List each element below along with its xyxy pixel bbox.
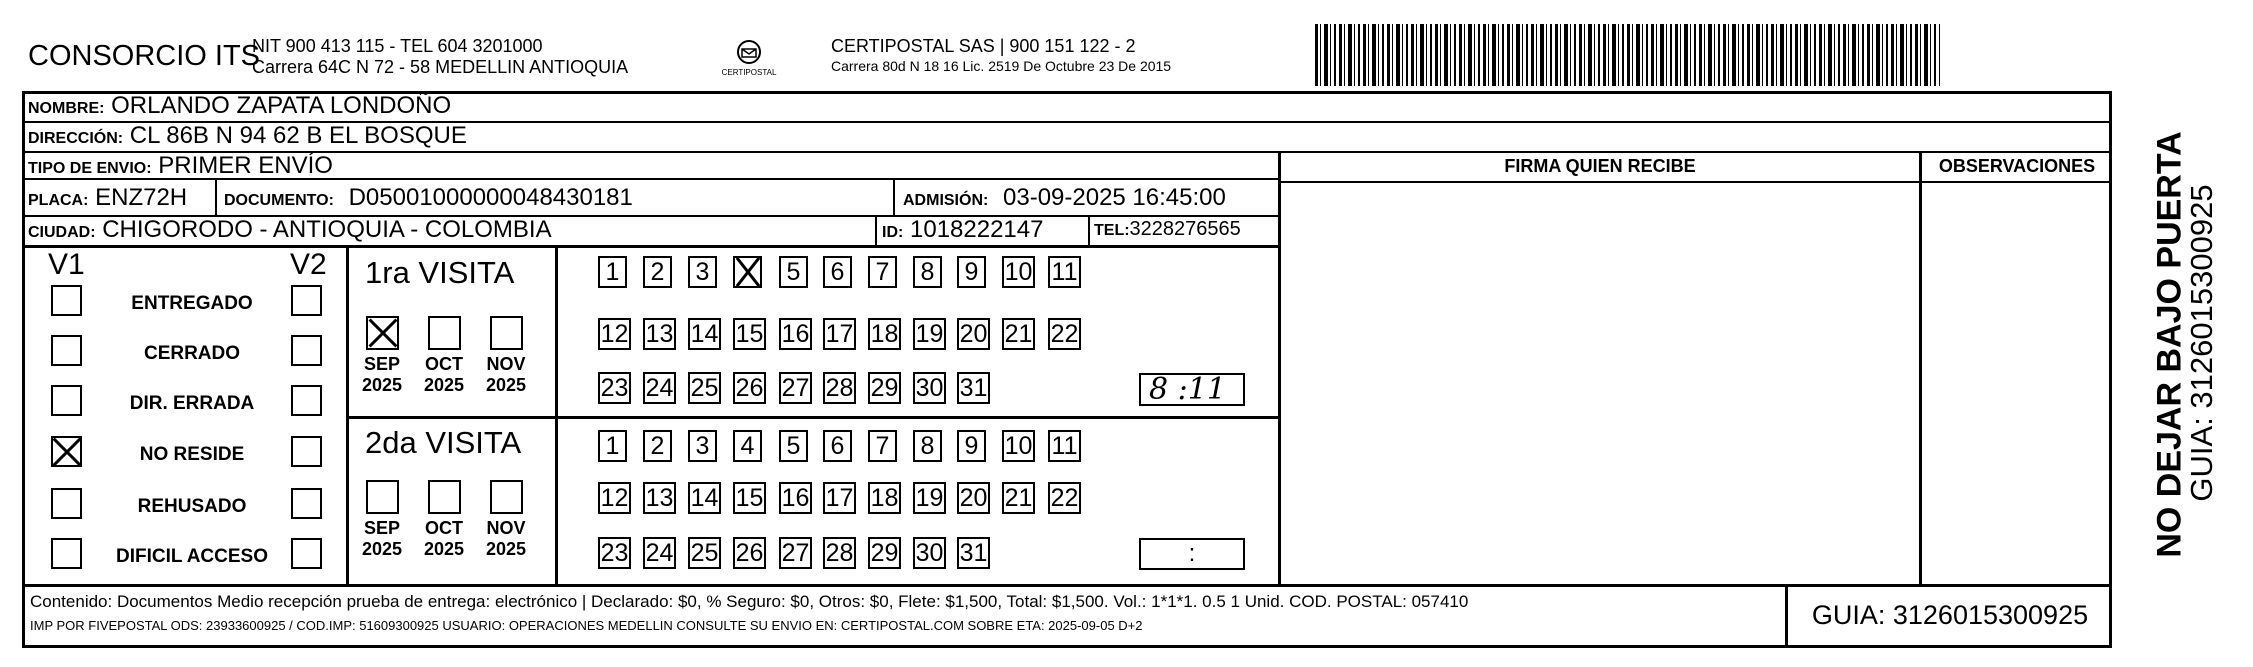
visit2-title: 2da VISITA — [365, 425, 522, 460]
firma-header: FIRMA QUIEN RECIBE — [1504, 156, 1696, 176]
day-box[interactable]: 7 — [868, 256, 897, 288]
month-checkbox[interactable] — [490, 480, 523, 514]
day-box[interactable]: 30 — [913, 372, 946, 404]
visit2-time-value: : — [1188, 540, 1196, 567]
month-year: 2025 — [423, 539, 465, 559]
month-name: SEP — [363, 354, 401, 374]
day-box[interactable]: 23 — [598, 372, 631, 404]
v1-checkbox[interactable] — [51, 335, 82, 366]
month-year: 2025 — [485, 539, 527, 559]
day-box[interactable]: 1 — [598, 430, 627, 462]
direccion-value: CL 86B N 94 62 B EL BOSQUE — [129, 122, 467, 149]
day-box[interactable]: 12 — [598, 482, 631, 514]
v2-checkbox[interactable] — [291, 436, 322, 467]
day-box[interactable]: 13 — [643, 482, 676, 514]
v2-checkbox[interactable] — [291, 488, 322, 519]
day-box[interactable]: 27 — [779, 537, 812, 569]
day-box[interactable]: 9 — [957, 256, 986, 288]
day-box[interactable]: 21 — [1002, 318, 1035, 350]
id-value: 1018222147 — [910, 216, 1044, 243]
day-box[interactable]: 26 — [733, 537, 766, 569]
month-year: 2025 — [361, 375, 403, 395]
day-box[interactable]: 4 — [733, 430, 762, 462]
handwritten-time: 8 :11 — [1149, 372, 1226, 407]
day-box[interactable]: 27 — [779, 372, 812, 404]
ciudad-value: CHIGORODO - ANTIOQUIA - COLOMBIA — [102, 216, 552, 243]
company-name: CONSORCIO ITS — [28, 40, 261, 72]
month-name: OCT — [425, 354, 463, 374]
day-box[interactable]: 14 — [688, 482, 721, 514]
nombre-field: NOMBRE: ORLANDO ZAPATA LONDOÑO — [28, 92, 452, 119]
day-box[interactable]: 13 — [643, 318, 676, 350]
day-box[interactable]: 30 — [913, 537, 946, 569]
day-box[interactable]: 16 — [779, 318, 812, 350]
certipostal-info: CERTIPOSTAL SAS | 900 151 122 - 2 — [831, 36, 1136, 56]
month-checkbox[interactable] — [366, 480, 399, 514]
month-checkbox[interactable] — [366, 316, 399, 350]
status-label: NO RESIDE — [139, 444, 245, 465]
tel-value: 3228276565 — [1129, 218, 1241, 240]
day-box[interactable]: 24 — [643, 537, 676, 569]
day-box[interactable]: 22 — [1048, 482, 1081, 514]
logo-caption: CERTIPOSTAL — [721, 68, 777, 77]
month-name: NOV — [486, 354, 526, 374]
day-box[interactable]: 16 — [779, 482, 812, 514]
day-box[interactable]: 6 — [823, 256, 852, 288]
day-box[interactable]: 12 — [598, 318, 631, 350]
v2-checkbox[interactable] — [291, 335, 322, 366]
day-box[interactable]: 19 — [913, 318, 946, 350]
month-name: OCT — [425, 518, 463, 538]
day-box[interactable]: 29 — [868, 372, 901, 404]
day-box[interactable] — [733, 256, 762, 288]
day-box[interactable]: 14 — [688, 318, 721, 350]
day-box[interactable]: 18 — [868, 318, 901, 350]
admision-field: ADMISIÓN: 03-09-2025 16:45:00 — [903, 184, 1226, 211]
month-name: NOV — [486, 518, 526, 538]
v1-checkbox[interactable] — [51, 538, 82, 569]
day-box[interactable]: 25 — [688, 372, 721, 404]
footer-imp: IMP POR FIVEPOSTAL ODS: 23933600925 / COD.IMP: 51609300925 USUARIO: OPERACIONES MEDELLIN CONSULTE SU ENVIO EN: CERTIPOSTAL.COM SOBRE ETA: 2025-09-05 D+2 — [30, 618, 1143, 633]
company-nit: NIT 900 413 115 - TEL 604 3201000 — [252, 36, 543, 56]
day-box[interactable]: 28 — [823, 372, 856, 404]
month-checkbox[interactable] — [490, 316, 523, 350]
day-box[interactable]: 9 — [957, 430, 986, 462]
day-box[interactable]: 18 — [868, 482, 901, 514]
v2-header: V2 — [290, 248, 327, 281]
day-box[interactable]: 5 — [779, 256, 808, 288]
day-box[interactable]: 2 — [643, 256, 672, 288]
month-checkbox[interactable] — [428, 480, 461, 514]
no-dejar-bajo-puerta: NO DEJAR BAJO PUERTA — [2150, 131, 2189, 558]
side-warning — [2120, 120, 2230, 580]
footer-guia: GUIA: 3126015300925 — [1811, 600, 2089, 630]
day-box[interactable]: 19 — [913, 482, 946, 514]
v2-checkbox[interactable] — [291, 285, 322, 316]
day-box[interactable]: 8 — [913, 256, 942, 288]
v1-checkbox[interactable] — [51, 385, 82, 416]
day-box[interactable]: 21 — [1002, 482, 1035, 514]
day-box[interactable]: 6 — [823, 430, 852, 462]
day-box[interactable]: 5 — [779, 430, 808, 462]
day-box[interactable]: 26 — [733, 372, 766, 404]
month-name: SEP — [363, 518, 401, 538]
certipostal-license: Carrera 80d N 18 16 Lic. 2519 De Octubre 23 De 2015 — [831, 58, 1172, 74]
month-label — [356, 518, 408, 560]
day-box[interactable]: 25 — [688, 537, 721, 569]
status-label: DIFICIL ACCESO — [115, 546, 268, 567]
day-box[interactable]: 3 — [688, 430, 717, 462]
visit1-title: 1ra VISITA — [365, 255, 515, 290]
documento-field: DOCUMENTO: D05001000000048430181 — [224, 184, 633, 211]
day-box[interactable]: 22 — [1048, 318, 1081, 350]
placa-field: PLACA: ENZ72H — [28, 184, 188, 211]
status-label: DIR. ERRADA — [129, 393, 255, 414]
month-year: 2025 — [485, 375, 527, 395]
tipo-envio-field: TIPO DE ENVIO: PRIMER ENVÍO — [28, 152, 333, 179]
nombre-value: ORLANDO ZAPATA LONDOÑO — [111, 92, 452, 119]
month-checkbox[interactable] — [428, 316, 461, 350]
day-box[interactable]: 3 — [688, 256, 717, 288]
day-box[interactable]: 7 — [868, 430, 897, 462]
tipo-envio-value: PRIMER ENVÍO — [158, 152, 333, 179]
day-box[interactable]: 17 — [823, 482, 856, 514]
day-box[interactable]: 15 — [733, 482, 766, 514]
day-box[interactable]: 11 — [1048, 430, 1081, 462]
day-box[interactable]: 29 — [868, 537, 901, 569]
certipostal-logo — [721, 36, 777, 80]
day-box[interactable]: 24 — [643, 372, 676, 404]
status-label: ENTREGADO — [131, 293, 253, 314]
ciudad-field: CIUDAD: CHIGORODO - ANTIOQUIA - COLOMBIA — [28, 216, 552, 243]
visit1-time-box — [1139, 373, 1245, 406]
day-box[interactable]: 23 — [598, 537, 631, 569]
tel-field: TEL:3228276565 — [1094, 218, 1241, 240]
month-label — [480, 518, 532, 560]
visit2-time-box — [1139, 538, 1245, 570]
v1-checkbox[interactable] — [51, 488, 82, 519]
observaciones-header: OBSERVACIONES — [1938, 156, 2096, 176]
day-box[interactable]: 15 — [733, 318, 766, 350]
day-box[interactable]: 31 — [957, 537, 990, 569]
admision-value: 03-09-2025 16:45:00 — [1003, 184, 1226, 211]
documento-value: D05001000000048430181 — [348, 184, 633, 211]
v2-checkbox[interactable] — [291, 385, 322, 416]
month-year: 2025 — [423, 375, 465, 395]
day-box[interactable]: 20 — [957, 318, 990, 350]
month-label — [356, 354, 408, 396]
day-box[interactable]: 11 — [1048, 256, 1081, 288]
company-address: Carrera 64C N 72 - 58 MEDELLIN ANTIOQUIA — [252, 57, 629, 77]
v2-checkbox[interactable] — [291, 538, 322, 569]
status-label: CERRADO — [143, 343, 241, 364]
day-box[interactable]: 17 — [823, 318, 856, 350]
day-box[interactable]: 31 — [957, 372, 990, 404]
month-label — [418, 354, 470, 396]
v1-checkbox[interactable] — [51, 436, 82, 467]
day-box[interactable]: 28 — [823, 537, 856, 569]
v1-checkbox[interactable] — [51, 285, 82, 316]
footer-contenido: Contenido: Documentos Medio recepción prueba de entrega: electrónico | Declarado: $0, % Seguro: $0, Otros: $0, Flete: $1,500, Total: $1,500. Vol.: 1*1*1. 0.5 1 Unid. COD. POSTAL: 057410 — [30, 592, 1469, 611]
month-label — [418, 518, 470, 560]
day-box[interactable]: 8 — [913, 430, 942, 462]
id-field: ID: 1018222147 — [882, 216, 1044, 243]
day-box[interactable]: 20 — [957, 482, 990, 514]
side-guia: GUIA: 3126015300925 — [2184, 184, 2219, 502]
day-box[interactable]: 10 — [1002, 430, 1035, 462]
month-label — [480, 354, 532, 396]
day-box[interactable]: 10 — [1002, 256, 1035, 288]
direccion-field: DIRECCIÓN: CL 86B N 94 62 B EL BOSQUE — [28, 122, 467, 149]
v1-header: V1 — [48, 248, 85, 281]
day-box[interactable]: 2 — [643, 430, 672, 462]
barcode — [1315, 24, 1940, 86]
day-box[interactable]: 1 — [598, 256, 627, 288]
month-year: 2025 — [361, 539, 403, 559]
placa-value: ENZ72H — [95, 184, 188, 211]
status-label: REHUSADO — [137, 496, 247, 517]
